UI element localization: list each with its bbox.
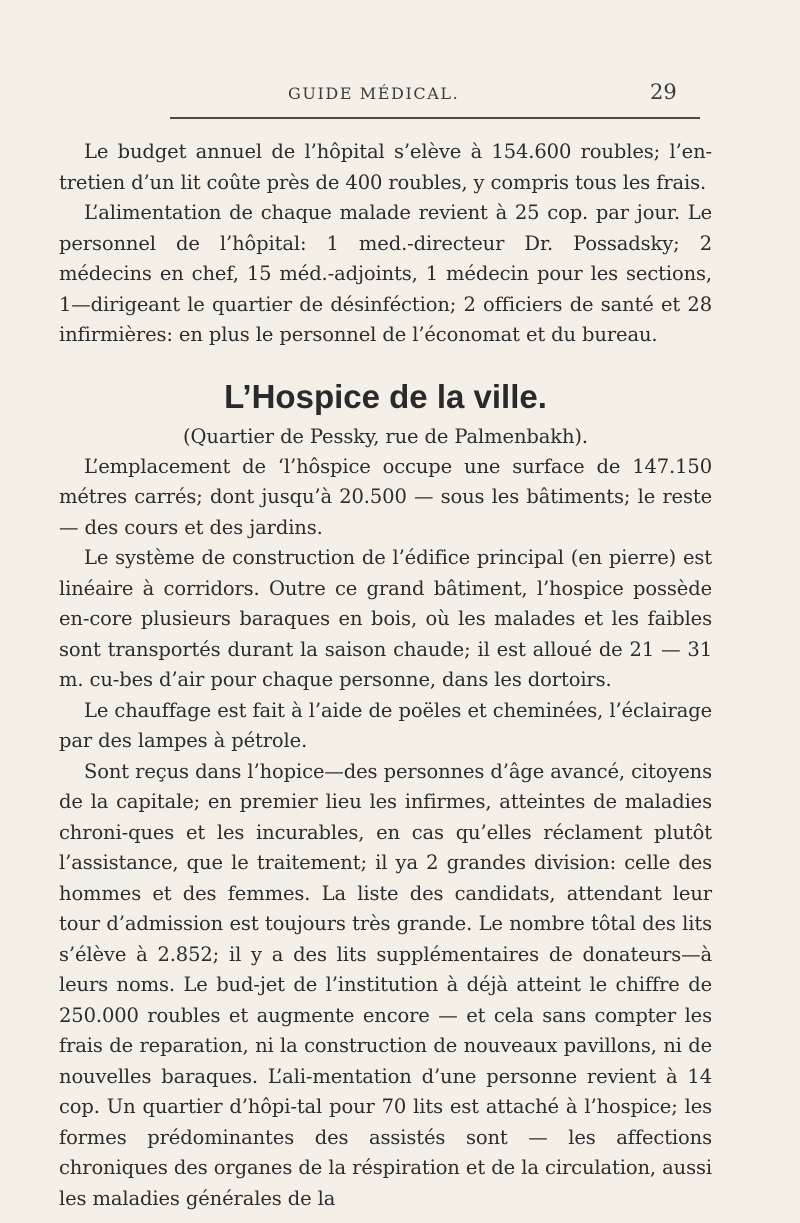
header-rule <box>170 117 700 119</box>
construction-paragraph: Le système de construction de l’édifice principal (en pierre) est linéaire à corridors. Outre ce grand bâtiment, l’hospice possède en-core plusieurs baraques en bois, où les malades et les faibles sont transportés durant la saison chaude; il est alloué de 21 — 31 m. cu-bes d’air pour chaque personne, dans les dortoirs. <box>59 546 712 691</box>
section-title: L’Hospice de la ville. <box>224 377 547 415</box>
section-subtitle: (Quartier de Pessky, rue de Palmenbakh). <box>183 424 588 448</box>
budget-paragraph: Le budget annuel de l’hôpital s’elève à 154.600 roubles; l’en-tretien d’un lit coûte près de 400 roubles, y compris tous les frais. <box>59 140 712 194</box>
running-title: GUIDE MÉDICAL. <box>288 84 460 103</box>
admission-paragraph: Sont reçus dans l’hopice—des personnes d’âge avancé, citoyens de la capitale; en premier lieu les infirmes, atteintes de maladies chroni-ques et les incurables, en cas qu’elles réclament plutôt l’assistance, que le traitement; il ya 2 grandes division: celle des hommes et des femmes. La liste des candidats, attendant leur tour d’admission est toujours très grande. Le nombre tôtal des lits s’élève à 2.852; il y a des lits supplémentaires de donateurs—à leurs noms. Le bud-jet de l’institution à déjà atteint le chiffre de 250.000 roubles et augmente encore — et cela sans compter les frais de reparation, ni la construction de nouveaux pavillons, ni de nouvelles baraques. L’ali-mentation d’une personne revient à 14 cop. Un quartier d’hôpi-tal pour 70 lits est attaché à l’hospice; les formes prédominantes des assistés sont — les affections chroniques des organes de la réspiration et de la circulation, aussi les maladies générales de la <box>59 759 712 1210</box>
staff-paragraph: L’alimentation de chaque malade revient à 25 cop. par jour. Le personnel de l’hôpital: 1 med.-directeur Dr. Possadsky; 2 médecins en chef, 15 méd.-adjoints, 1 médecin pour les sections, 1—dirigeant le quartier de désinféction; 2 officiers de santé et 28 infirmières: en plus le personnel de l’économat et du bureau. <box>59 201 712 346</box>
page-header <box>160 82 690 126</box>
page-content <box>59 137 712 1214</box>
page-number: 29 <box>650 80 677 104</box>
location-paragraph: L’emplacement de ‘l’hôspice occupe une surface de 147.150 métres carrés; dont jusqu’à 20.500 — sous les bâtiments; le reste — des cours et des jardins. <box>59 454 712 539</box>
heating-paragraph: Le chauffage est fait à l’aide de poëles et cheminées, l’éclairage par des lampes à pétrole. <box>59 698 712 752</box>
